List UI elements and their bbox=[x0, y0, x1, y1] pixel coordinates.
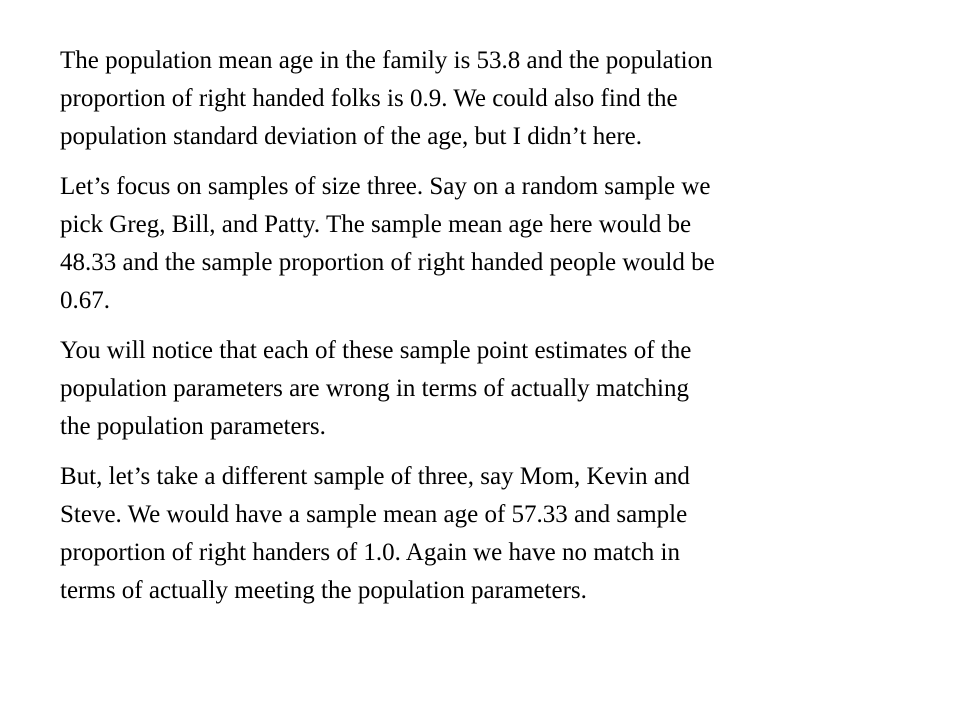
text-line: pick Greg, Bill, and Patty. The sample mean age here would be bbox=[60, 211, 692, 238]
text-line: But, let’s take a different sample of three, say Mom, Kevin and bbox=[60, 463, 690, 490]
text-line: proportion of right handed folks is 0.9. We could also find the bbox=[60, 85, 678, 112]
text-line: population parameters are wrong in terms of actually matching bbox=[60, 375, 689, 402]
text-line: 48.33 and the sample proportion of right handed people would be bbox=[60, 249, 715, 276]
text-line: proportion of right handers of 1.0. Again we have no match in bbox=[60, 539, 680, 566]
paragraph-second-sample bbox=[60, 458, 910, 610]
text-line: the population parameters. bbox=[60, 413, 326, 440]
text-line: terms of actually meeting the population parameters. bbox=[60, 577, 587, 604]
text-line: You will notice that each of these sample point estimates of the bbox=[60, 337, 692, 364]
paragraph-population-parameters bbox=[60, 42, 910, 156]
text-line: 0.67. bbox=[60, 287, 110, 314]
text-line: Let’s focus on samples of size three. Say on a random sample we bbox=[60, 173, 711, 200]
slide-body bbox=[60, 42, 910, 622]
paragraph-estimates-wrong bbox=[60, 332, 910, 446]
paragraph-first-sample bbox=[60, 168, 910, 320]
text-line: population standard deviation of the age, but I didn’t here. bbox=[60, 123, 643, 150]
text-line: The population mean age in the family is 53.8 and the population bbox=[60, 47, 713, 74]
text-line: Steve. We would have a sample mean age of 57.33 and sample bbox=[60, 501, 688, 528]
